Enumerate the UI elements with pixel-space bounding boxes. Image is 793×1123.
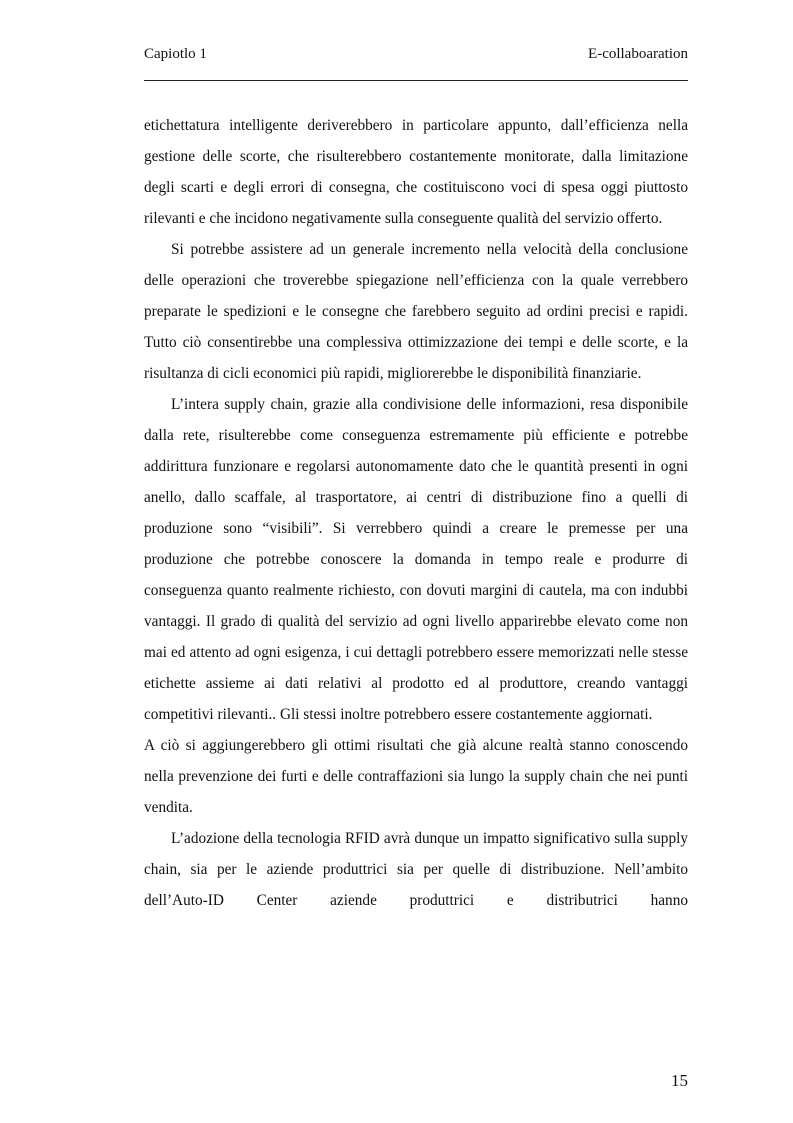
section-title: E-collaboaration: [588, 46, 688, 62]
paragraph-3: L’intera supply chain, grazie alla condivisione delle informazioni, resa disponibile dalla rete, risulterebbe come conseguenza estremamente più efficiente e potrebbe addirittura funzionare e regolarsi autonomamente dato che le quantità presenti in ogni anello, dallo scaffale, al trasportatore, ai centri di distribuzione fino a quelli di produzione sono “visibili”. Si verrebbero quindi a creare le premesse per una produzione che potrebbe conoscere la domanda in tempo reale e produrre di conseguenza quanto realmente richiesto, con dovuti margini di cautela, ma con indubbi vantaggi. Il grado di qualità del servizio ad ogni livello apparirebbe elevato come non mai ed attento ad ogni esigenza, i cui dettagli potrebbero essere memorizzati nelle stesse etichette assieme ai dati relativi al prodotto ed al produttore, creando vantaggi competitivi rilevanti.. Gli stessi inoltre potrebbero essere costantemente aggiornati.: [144, 396, 688, 723]
paragraph-1: etichettatura intelligente deriverebbero in particolare appunto, dall’efficienza nella gestione delle scorte, che risulterebbero costantemente monitorate, dalla limitazione degli scarti e degli errori di consegna, che costituiscono voci di spesa oggi piuttosto rilevanti e che incidono negativamente sulla conseguente qualità del servizio offerto.: [144, 117, 688, 227]
body-text: [144, 110, 688, 916]
chapter-label: Capiotlo 1: [144, 46, 207, 62]
paragraph-2: Si potrebbe assistere ad un generale incremento nella velocità della conclusione delle operazioni che troverebbe spiegazione nell’efficienza con la quale verrebbero preparate le spedizioni e le consegne che farebbero seguito ad ordini precisi e rapidi. Tutto ciò consentirebbe una complessiva ottimizzazione dei tempi e delle scorte, e la risultanza di cicli economici più rapidi, migliorerebbe le disponibilità finanziarie.: [144, 241, 688, 382]
header-rule: [144, 80, 688, 81]
paragraph-4: A ciò si aggiungerebbero gli ottimi risultati che già alcune realtà stanno conoscendo nella prevenzione dei furti e delle contraffazioni sia lungo la supply chain che nei punti vendita.: [144, 737, 688, 816]
paragraph-5: L’adozione della tecnologia RFID avrà dunque un impatto significativo sulla supply chain, sia per le aziende produttrici sia per quelle di distribuzione. Nell’ambito dell’Auto-ID Center aziende produttrici e distributrici hanno: [144, 830, 688, 909]
page-number: 15: [671, 1071, 688, 1090]
running-header: [144, 46, 688, 70]
